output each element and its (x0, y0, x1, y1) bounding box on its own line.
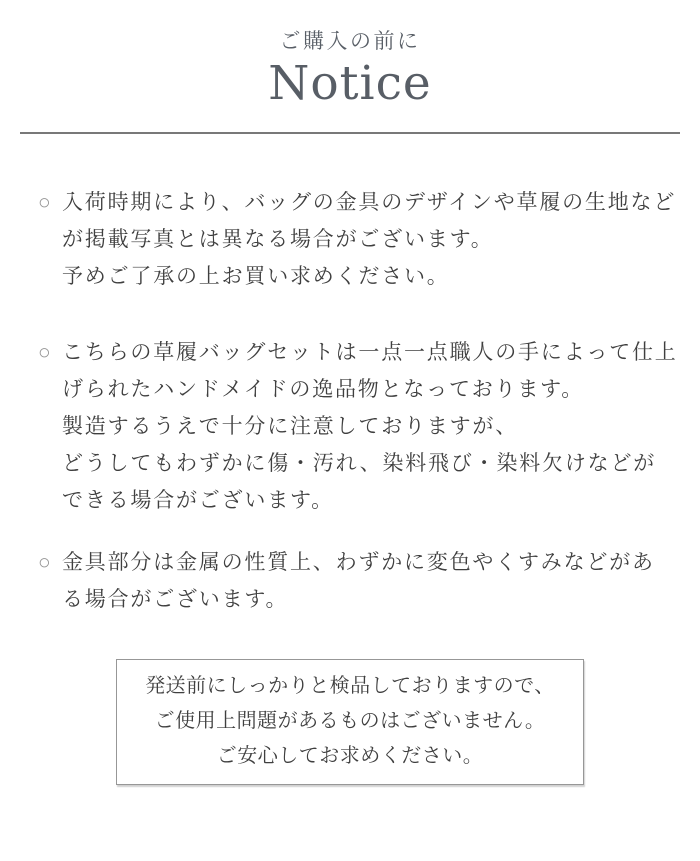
notice-text (62, 544, 682, 618)
notice-line: 金具部分は金属の性質上、わずかに変色やくすみなどがあ (62, 551, 655, 574)
notice-line: げられたハンドメイドの逸品物となっております。 (62, 378, 585, 401)
assurance-line: ご安心してお求めください。 (216, 745, 484, 767)
circle-bullet-icon: ○ (38, 191, 51, 214)
notice-item-stock-variation (38, 184, 682, 295)
notice-item-metal-parts (38, 544, 682, 618)
notice-line: る場合がございます。 (62, 588, 289, 611)
notice-line: 入荷時期により、バッグの金具のデザインや草履の生地など (62, 191, 677, 214)
notice-line: 予めご了承の上お買い求めください。 (62, 265, 450, 288)
circle-bullet-icon: ○ (38, 551, 51, 574)
notice-text (62, 184, 682, 295)
notice-list (0, 184, 700, 618)
purchase-notice-page (0, 29, 700, 861)
notice-line: 製造するうえで十分に注意しておりますが、 (62, 415, 518, 438)
notice-line: できる場合がございます。 (62, 489, 334, 512)
notice-line: どうしてもわずかに傷・汚れ、染料飛び・染料欠けなどが (62, 452, 657, 475)
notice-item-handmade (38, 334, 682, 519)
assurance-line: ご使用上問題があるものはございません。 (154, 710, 546, 732)
header-divider (20, 132, 680, 134)
assurance-box (116, 659, 584, 785)
notice-line: が掲載写真とは異なる場合がございます。 (62, 228, 494, 251)
notice-line: こちらの草履バッグセットは一点一点職人の手によって仕上 (62, 341, 678, 364)
notice-text (62, 334, 682, 519)
page-title: Notice (268, 56, 432, 111)
circle-bullet-icon: ○ (38, 341, 51, 364)
header-subtitle: ご購入の前に (279, 29, 421, 53)
assurance-line: 発送前にしっかりと検品しておりますので、 (145, 675, 555, 697)
